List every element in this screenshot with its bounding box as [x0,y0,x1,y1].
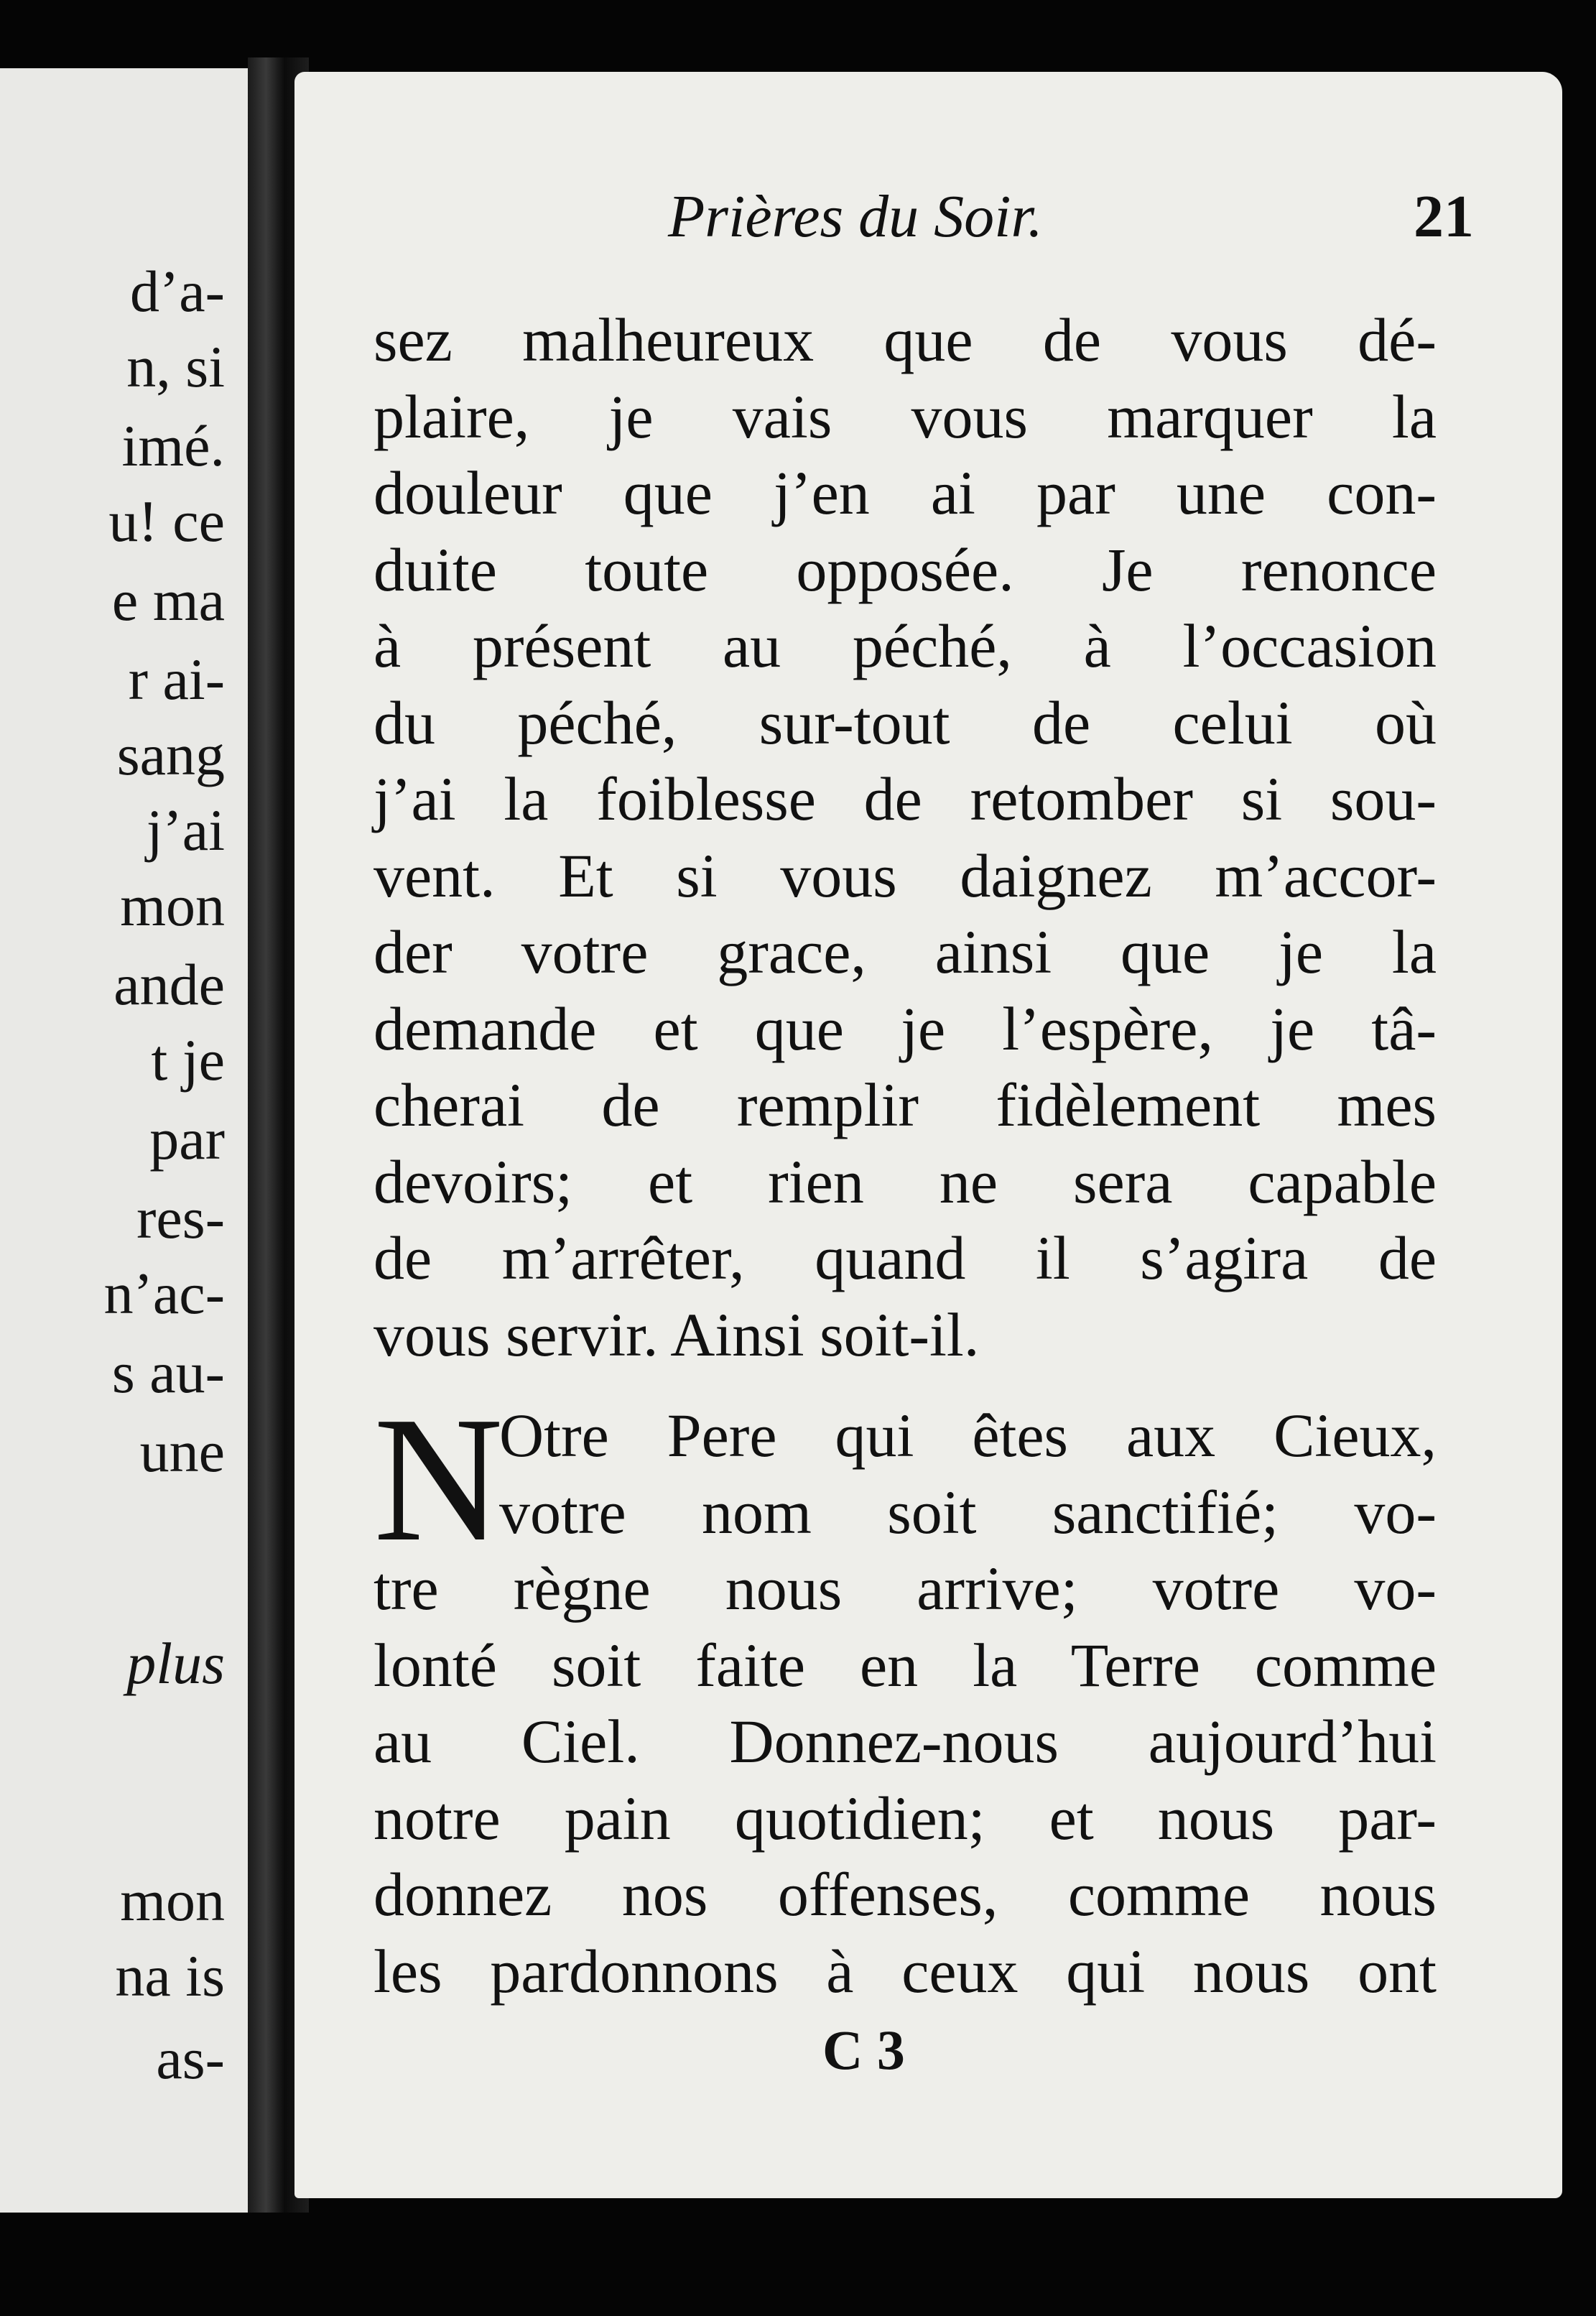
text-line: du péché, sur-tout de celui où [374,687,1437,757]
text-line: douleur que j’en ai par une con- [374,458,1437,527]
prayer-line: les pardonnons à ceux qui nous ont [374,1936,1437,2006]
left-fragment: n’ac- [103,1261,225,1326]
left-fragment: par [149,1106,225,1172]
left-fragment-italic: plus [126,1631,225,1696]
text-line: duite toute opposée. Je renonce [374,534,1437,604]
prayer-line: donnez nos offenses, comme nous [374,1860,1437,1929]
left-fragment: sang [116,722,225,787]
text-line: de m’arrêter, quand il s’agira de [374,1223,1437,1292]
left-fragment: d’a- [129,259,225,324]
left-fragment: n, si [126,334,225,399]
prayer-line: au Ciel. Donnez-nous aujourd’hui [374,1707,1437,1776]
prayer-line: notre pain quotidien; et nous par- [374,1783,1437,1853]
text-line: demande et que je l’espère, je tâ- [374,993,1437,1063]
left-fragment: imé. [121,413,225,478]
running-title: Prières du Soir. [668,183,1043,250]
page-number: 21 [1414,183,1474,250]
left-fragment: mon [120,873,225,938]
text-line: vous servir. Ainsi soit-il. [374,1300,980,1369]
prayer-line: votre nom soit sanctifié; vo- [499,1477,1437,1547]
left-fragment: ande [113,952,225,1017]
left-fragment: res- [136,1185,225,1251]
left-page [0,68,248,2213]
left-fragment: t je [151,1027,225,1093]
left-fragment: mon [120,1868,225,1933]
signature-mark: C 3 [822,2019,905,2081]
lords-prayer [374,1380,1437,2009]
left-fragment: une [139,1419,225,1484]
text-line: der votre grace, ainsi que je la [374,917,1437,986]
left-fragment: e ma [111,568,225,633]
left-fragment: na is [115,1943,225,2009]
body-text [374,302,1437,1373]
text-line: cherai de remplir fidèlement mes [374,1070,1437,1139]
text-line: j’ai la foiblesse de retomber si sou- [374,764,1437,833]
text-line: sez malheureux que de vous dé- [374,305,1437,374]
text-line: devoirs; et rien ne sera capable [374,1147,1437,1216]
left-fragment: j’ai [146,797,225,863]
drop-cap: N [374,1380,504,1579]
prayer-line: lonté soit faite en la Terre comme [374,1630,1437,1700]
text-line: plaire, je vais vous marquer la [374,381,1437,451]
left-fragment: r ai- [128,647,225,712]
left-fragment: s au- [111,1340,225,1405]
text-line: à présent au péché, à l’occasion [374,611,1437,680]
left-fragment: u! ce [108,488,225,554]
prayer-line: tre règne nous arrive; votre vo- [374,1554,1437,1623]
page-header [374,183,1474,266]
left-fragment: as- [156,2026,225,2091]
text-line: vent. Et si vous daignez m’accor- [374,840,1437,910]
prayer-line: Otre Pere qui êtes aux Cieux, [499,1401,1437,1470]
